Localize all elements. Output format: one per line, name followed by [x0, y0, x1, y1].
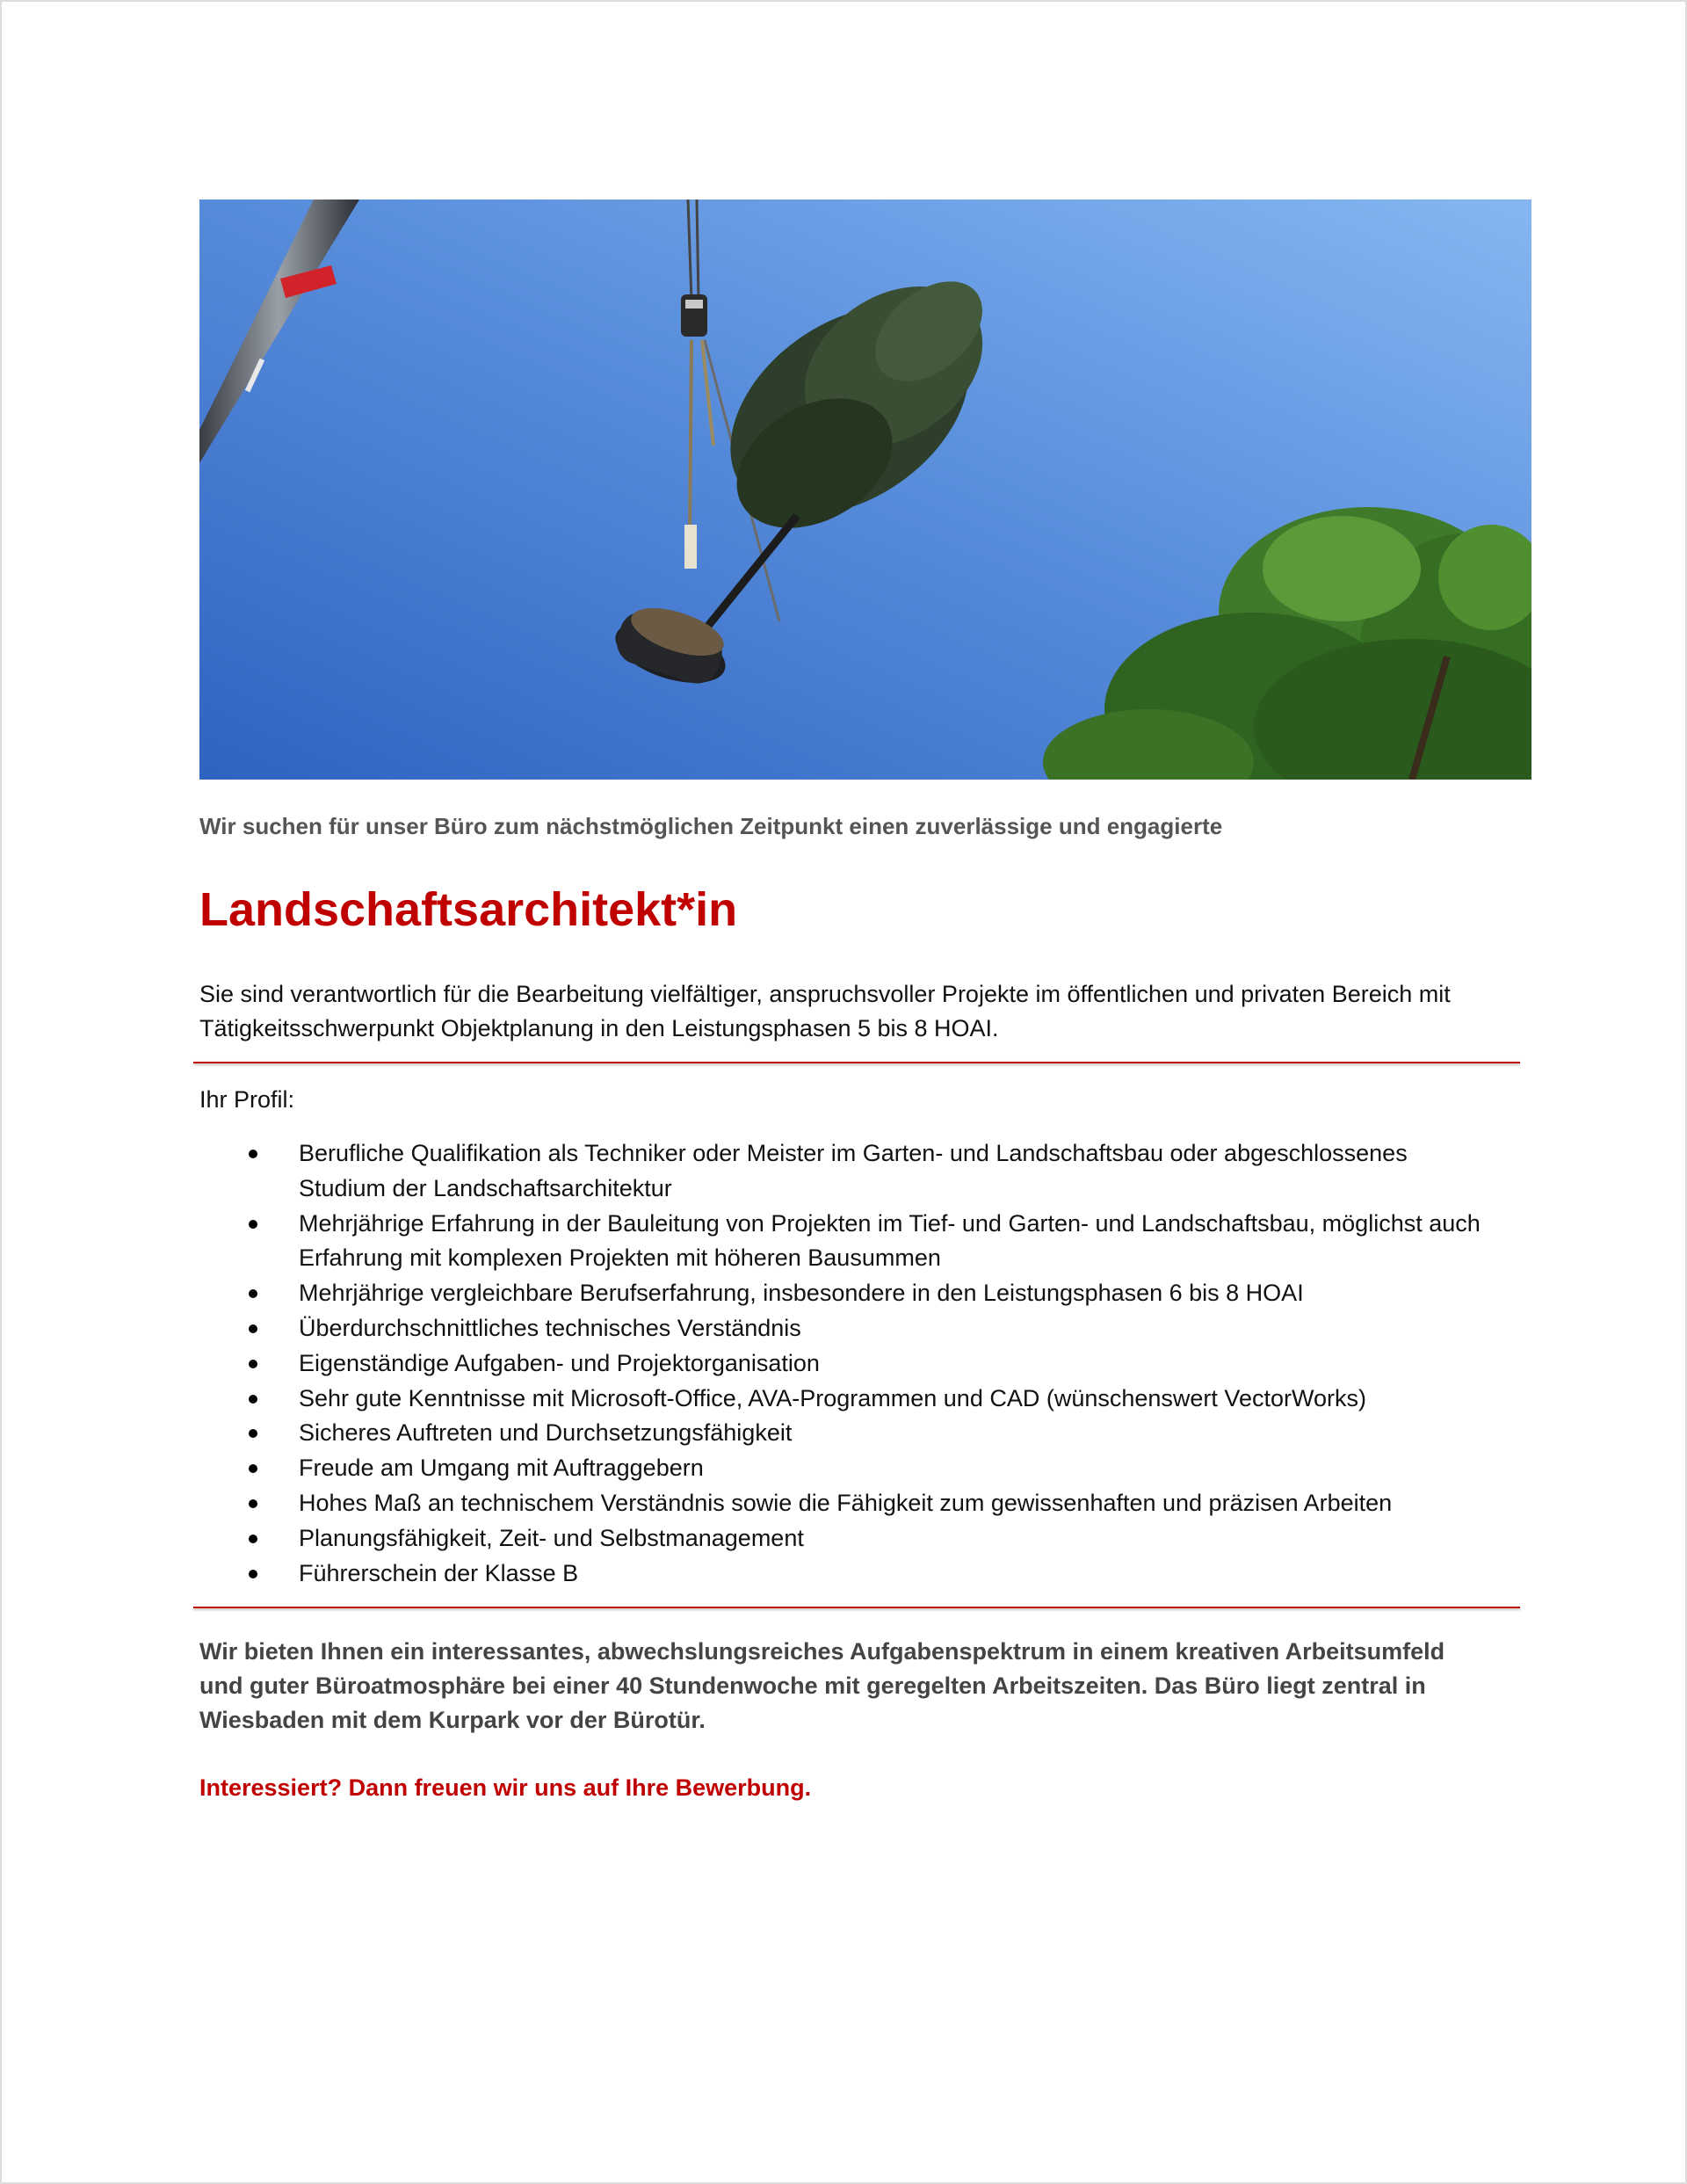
- list-item: [199, 1311, 1485, 1346]
- offer-text: Wir bieten Ihnen ein interessantes, abwechslungsreiches Aufgabenspektrum in einem kreativen Arbeitsumfeld und guter Büroatmosphäre bei einer 40 Stundenwoche mit geregelten Arbeitszeiten. Das Büro liegt zentral in Wiesbaden mit dem Kurpark vor der Bürotür.: [199, 1638, 1445, 1734]
- bullet-icon: [249, 1150, 257, 1158]
- list-item: [199, 1416, 1485, 1451]
- requirement-text: Freude am Umgang mit Auftraggebern: [299, 1455, 704, 1482]
- requirement-text: Überdurchschnittliches technisches Verständnis: [299, 1314, 801, 1341]
- list-item: [199, 1382, 1485, 1417]
- section-divider: [193, 1062, 1520, 1063]
- requirement-text: Sicheres Auftreten und Durchsetzungsfähigkeit: [299, 1419, 793, 1447]
- hero-photo: [199, 200, 1531, 780]
- requirement-text: Planungsfähigkeit, Zeit- und Selbstmanagement: [299, 1524, 804, 1551]
- list-item: [199, 1207, 1485, 1277]
- list-item: [199, 1486, 1485, 1521]
- bullet-icon: [249, 1429, 257, 1438]
- list-item: [199, 1521, 1485, 1556]
- list-item: [199, 1136, 1485, 1207]
- requirement-text: Berufliche Qualifikation als Techniker oder Meister im Garten- und Landschaftsbau oder abgeschlossenes Studium der Landschaftsarchitektur: [299, 1140, 1408, 1201]
- bullet-icon: [249, 1535, 257, 1543]
- call-to-action: Interessiert? Dann freuen wir uns auf Ihre Bewerbung.: [199, 1774, 812, 1802]
- intro-text: Wir suchen für unser Büro zum nächstmöglichen Zeitpunkt einen zuverlässige und engagierte: [199, 813, 1223, 839]
- requirement-text: Hohes Maß an technischem Verständnis sowie die Fähigkeit zum gewissenhaften und präzisen Arbeiten: [299, 1489, 1393, 1516]
- bullet-icon: [249, 1360, 257, 1368]
- requirement-text: Eigenständige Aufgaben- und Projektorganisation: [299, 1349, 820, 1376]
- bullet-icon: [249, 1395, 257, 1404]
- list-item: [199, 1276, 1485, 1311]
- requirement-text: Mehrjährige vergleichbare Berufserfahrung, insbesondere in den Leistungsphasen 6 bis 8 HOAI: [299, 1280, 1304, 1307]
- section-divider: [193, 1607, 1520, 1608]
- requirement-text: Sehr gute Kenntnisse mit Microsoft-Office, AVA-Programmen und CAD (wünschenswert VectorWorks): [299, 1384, 1366, 1411]
- bullet-icon: [249, 1324, 257, 1333]
- list-item: [199, 1451, 1485, 1486]
- description-line-2: Tätigkeitsschwerpunkt Objektplanung in den Leistungsphasen 5 bis 8 HOAI.: [199, 1015, 999, 1041]
- bullet-icon: [249, 1499, 257, 1508]
- bullet-icon: [249, 1570, 257, 1578]
- requirements-list: [199, 1136, 1535, 1591]
- list-item: [199, 1346, 1485, 1382]
- job-posting: [199, 810, 1535, 1805]
- role-description: [199, 977, 1465, 1046]
- profile-heading: Ihr Profil:: [199, 1086, 295, 1113]
- bullet-icon: [249, 1289, 257, 1298]
- requirement-text: Mehrjährige Erfahrung in der Bauleitung von Projekten im Tief- und Garten- und Landschaftsbau, möglichst auch Erfahrung mit komplexen Projekten mit höheren Bausummen: [299, 1209, 1481, 1272]
- requirement-text: Führerschein der Klasse B: [299, 1559, 579, 1586]
- description-line-1: Sie sind verantwortlich für die Bearbeitung vielfältiger, anspruchsvoller Projekte im öffentlichen und privaten Bereich mit: [199, 981, 1451, 1007]
- page-title: Landschaftsarchitekt*in: [199, 883, 738, 936]
- bullet-icon: [249, 1464, 257, 1473]
- bullet-icon: [249, 1220, 257, 1229]
- list-item: [199, 1556, 1485, 1592]
